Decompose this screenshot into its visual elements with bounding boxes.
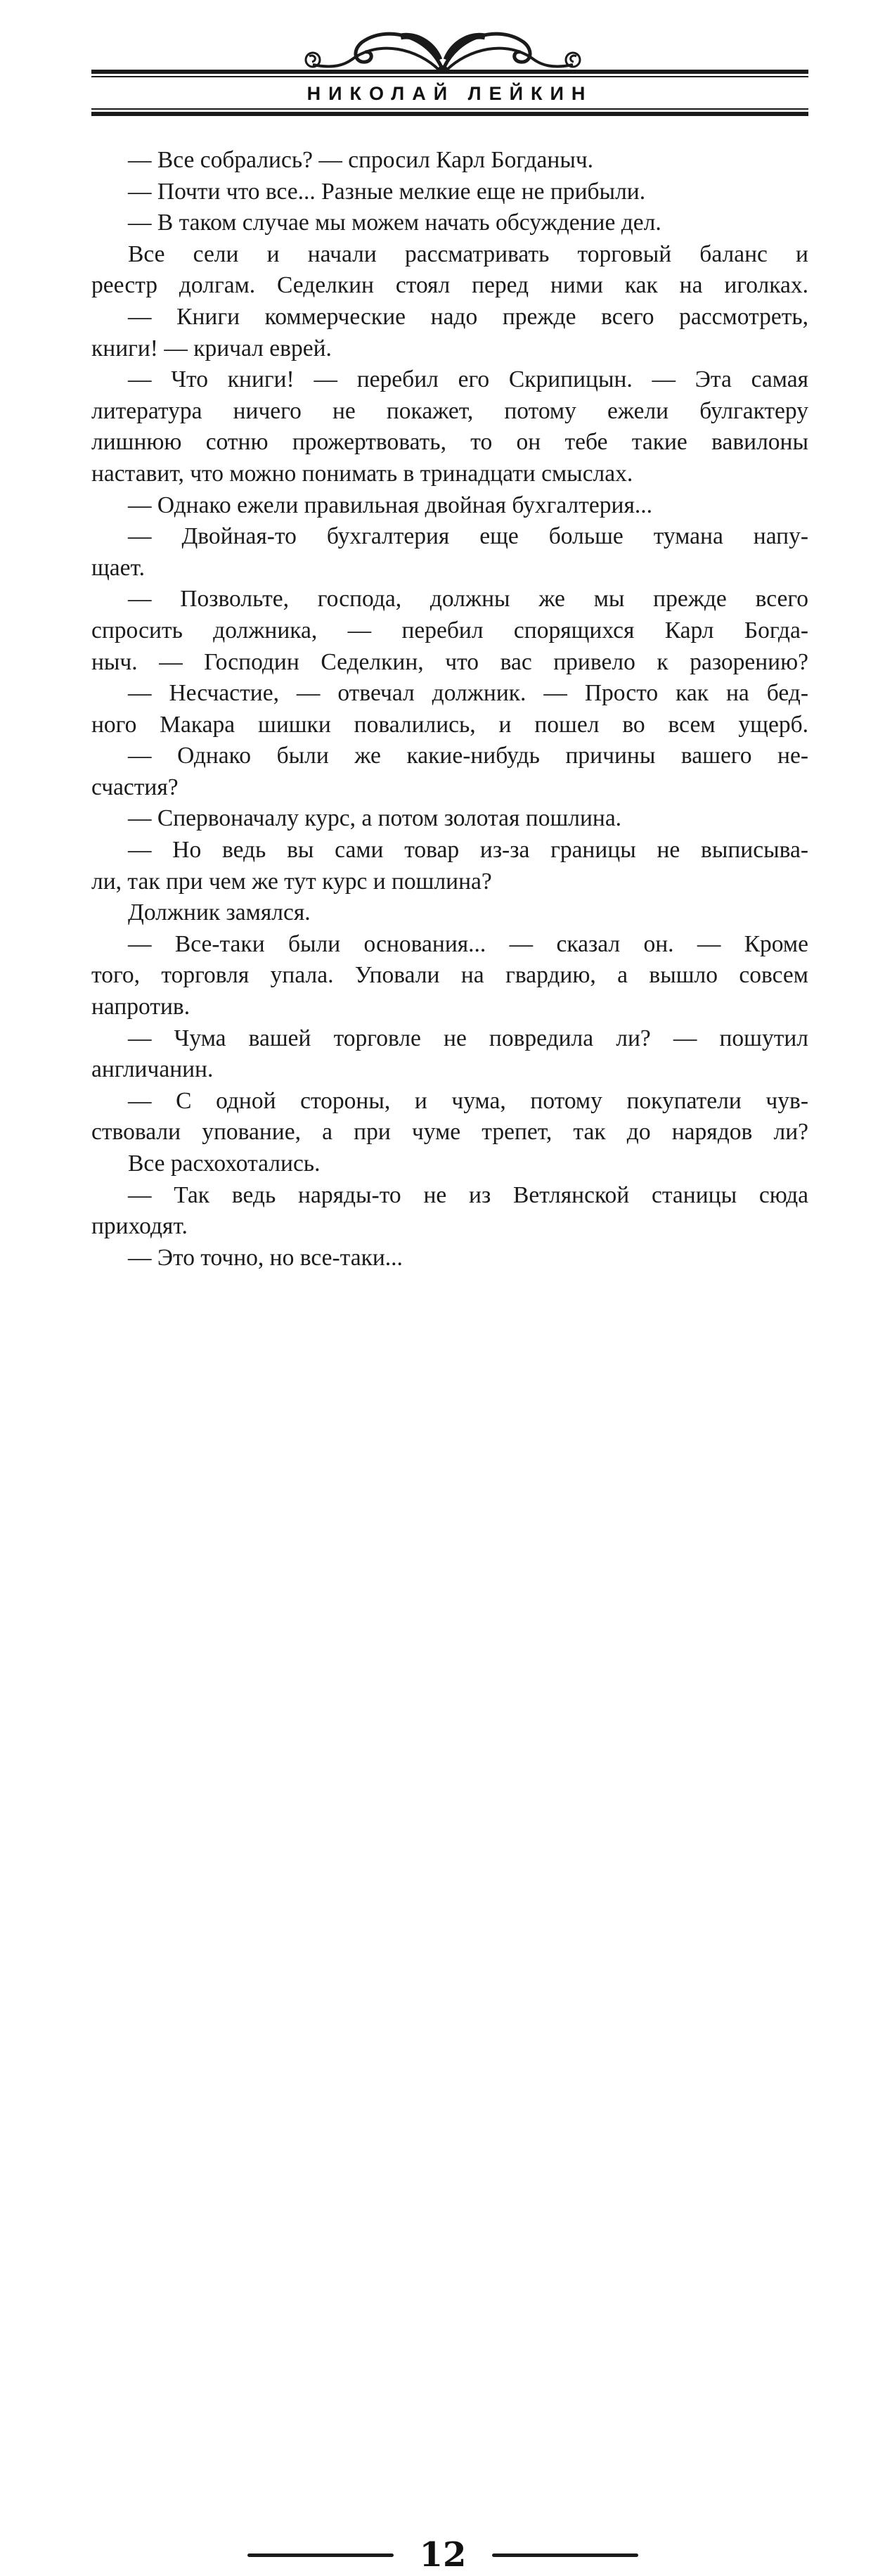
footer-rule-right — [492, 2553, 638, 2557]
text-line: реестр долгам. Седелкин стоял перед ними как на иголках. — [91, 272, 808, 299]
page-number: 12 — [419, 2535, 467, 2575]
text-line: — Что книги! — перебил его Скрипицын. — Эта самая — [128, 366, 808, 393]
page-footer — [0, 1266, 885, 2575]
header-rule-bottom-thin — [91, 108, 808, 110]
text-line: — Но ведь вы сами товар из-за границы не выписыва- — [128, 837, 808, 864]
text-line: ствовали упование, а при чуме трепет, так до нарядов ли? — [91, 1119, 808, 1146]
text-line: — Позвольте, господа, должны же мы прежде всего — [128, 586, 808, 613]
text-line: — Это точно, но все-таки... — [128, 1244, 403, 1271]
text-line: — Все-таки были основания... — сказал он. — Кроме — [128, 930, 808, 957]
text-line: Все сели и начали рассматривать торговый баланс и — [128, 241, 808, 267]
text-line: — Книги коммерческие надо прежде всего рассмотреть, — [128, 303, 808, 330]
text-line: ли, так при чем же тут курс и пошлина? — [91, 868, 492, 895]
text-line: — Двойная-то бухгалтерия еще больше тумана напу- — [128, 523, 808, 550]
header-rule-top-thick — [91, 70, 808, 74]
text-line: Все расхохотались. — [128, 1151, 321, 1177]
text-line: спросить должника, — перебил спорящихся Карл Богда- — [91, 617, 808, 643]
text-line: наставит, что можно понимать в тринадцати смыслах. — [91, 460, 633, 487]
text-line: — Спервоначалу курс, а потом золотая пошлина. — [128, 805, 622, 832]
text-line: — Все собрались? — спросил Карл Богданыч. — [128, 147, 594, 173]
text-line: — Однако были же какие-нибудь причины вашего не- — [128, 743, 808, 769]
text-line: ного Макара шишки повалились, и пошел во всем ущерб. — [91, 711, 808, 738]
footer-rule-left — [247, 2553, 394, 2557]
text-line: ныч. — Господин Седелкин, что вас привело к разорению? — [91, 648, 808, 675]
header-rule-bottom-thick — [91, 112, 808, 116]
text-line: счастия? — [91, 774, 179, 800]
text-line: литература ничего не покажет, потому ежели булгактеру — [91, 397, 808, 424]
text-line: — Так ведь наряды-то не из Ветлянской станицы сюда — [128, 1181, 808, 1208]
text-line: — Несчастие, — отвечал должник. — Просто как на бед- — [128, 680, 808, 707]
text-line: приходят. — [91, 1213, 188, 1240]
running-head-author: НИКОЛАЙ ЛЕЙКИН — [306, 83, 593, 104]
text-line: — Однако ежели правильная двойная бухгалтерия... — [128, 492, 652, 518]
text-line: — В таком случае мы можем начать обсуждение дел. — [128, 210, 661, 236]
page-body-text — [91, 145, 808, 1274]
text-line: — Чума вашей торговле не повредила ли? — пошутил — [128, 1025, 808, 1051]
text-line: англичанин. — [91, 1056, 214, 1083]
text-line: — С одной стороны, и чума, потому покупатели чув- — [128, 1087, 808, 1114]
text-line: — Почти что все... Разные мелкие еще не прибыли. — [128, 178, 646, 205]
text-line: лишнюю сотню прожертвовать, то он тебе такие вавилоны — [91, 429, 808, 456]
text-line: напротив. — [91, 994, 190, 1020]
header-rule-top-thin — [91, 76, 808, 77]
text-line: того, торговля упала. Уповали на гвардию, а вышло совсем — [91, 962, 808, 989]
ornament-flourish-icon — [295, 21, 590, 77]
text-line: Должник замялся. — [128, 899, 311, 926]
page-header — [0, 0, 885, 120]
text-line: щает. — [91, 554, 146, 581]
text-line: книги! — кричал еврей. — [91, 335, 332, 361]
